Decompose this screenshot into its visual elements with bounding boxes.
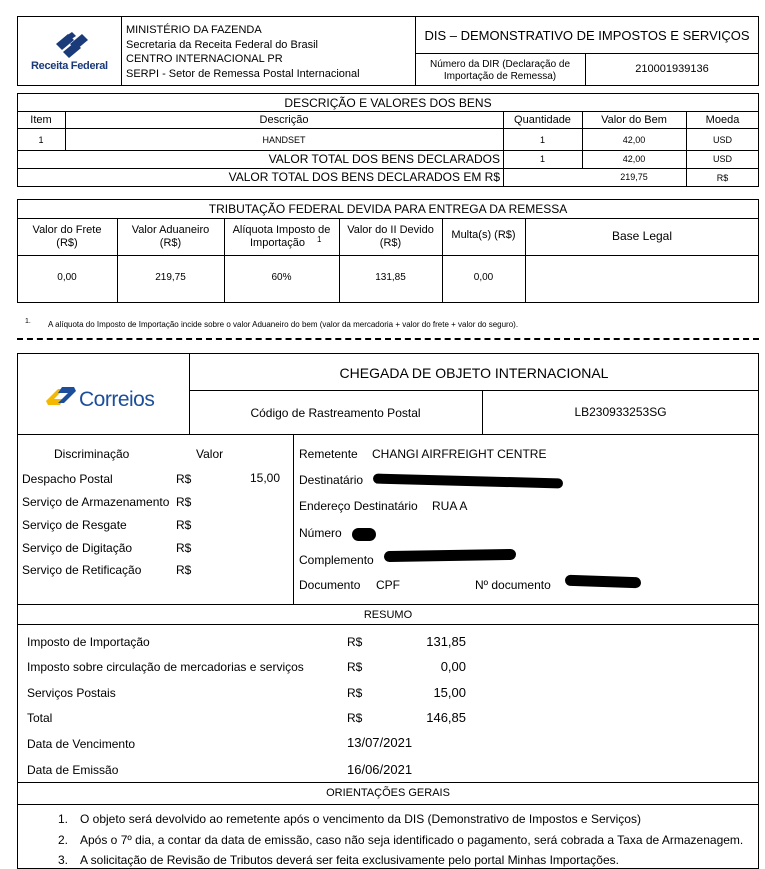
goods-row-value: 42,00 [622,135,646,145]
tax-value-customs: 219,75 [155,272,186,283]
summary-value: 131,85 [426,634,466,649]
summary-label: Serviços Postais [27,686,116,700]
correios-logo-text: Correios [79,388,155,411]
tax-value-fine: 0,00 [473,272,494,283]
charge-value: 15,00 [249,471,280,485]
charge-currency: R$ [176,472,192,486]
tax-head-fine: Multa(s) (R$) [451,229,516,241]
document-title: DIS – DEMONSTRATIVO DE IMPOSTOS E SERVIÇOS [424,28,750,43]
charge-currency: R$ [176,495,192,509]
number-label: Número [299,526,342,540]
sender-label: Remetente [299,447,358,461]
goods-row-item: 1 [38,135,44,145]
charge-label: Serviço de Armazenamento [22,495,170,509]
summary-currency: R$ [347,635,363,649]
dir-label-line2: Importação de Remessa) [443,71,557,82]
summary-value: 0,00 [440,659,466,674]
tax-value-ii: 131,85 [375,272,406,283]
receita-federal-logo-text: Receita Federal [31,60,108,72]
complement-label: Complemento [299,553,374,567]
document-label: Documento [299,578,361,592]
guidance-number: 3. [58,853,69,867]
document-type: CPF [376,578,400,592]
goods-col-value: Valor do Bem [601,114,667,126]
goods-total-quantity: 1 [539,154,545,164]
agency-line-1: MINISTÉRIO DA FAZENDA [126,24,262,36]
dir-label-line1: Número da DIR (Declaração de [429,59,571,70]
tax-head-rate-footnote-mark: 1 [317,235,322,244]
goods-row-description: HANDSET [262,135,306,145]
document-number-label: Nº documento [475,578,551,592]
guidance-number: 1. [58,812,69,826]
receita-federal-emblem-icon [52,30,92,60]
tax-head-rate-2: Importação [250,237,306,249]
goods-title: DESCRIÇÃO E VALORES DOS BENS [284,96,492,110]
cut-line [17,338,759,340]
sender-value: CHANGI AIRFREIGHT CENTRE [372,447,547,461]
charges-head-label: Discriminação [54,447,130,461]
dir-number: 210001939136 [635,63,709,75]
charges-head-value: Valor [196,447,224,461]
correios-logo [44,383,169,413]
guidance-number: 2. [58,833,69,847]
goods-col-description: Descrição [259,114,309,126]
footnote-number: 1. [25,318,31,325]
goods-row-currency: USD [712,135,732,145]
agency-line-3: CENTRO INTERNACIONAL PR [126,53,283,65]
summary-title: RESUMO [363,609,413,621]
summary-currency: R$ [347,711,363,725]
recipient-label: Destinatário [299,473,364,487]
charge-currency: R$ [176,518,192,532]
tracking-code: LB230933253SG [574,405,667,419]
summary-value: 16/06/2021 [347,762,413,777]
goods-col-item: Item [30,114,52,126]
summary-label: Total [27,711,53,725]
tax-value-freight: 0,00 [57,272,77,283]
charge-label: Serviço de Digitação [22,541,133,555]
redaction-mark [352,528,376,541]
guidance-text: O objeto será devolvido ao remetente após o vencimento da DIS (Demonstrativo de Impostos e Serviços) [80,812,641,826]
goods-total-value: 42,00 [622,154,646,164]
tax-head-legal: Base Legal [611,229,673,243]
summary-label: Data de Vencimento [27,737,136,751]
goods-col-currency: Moeda [705,114,740,126]
correios-title: CHEGADA DE OBJETO INTERNACIONAL [339,365,609,381]
tax-value-rate: 60% [271,272,292,283]
tax-head-customs-1: Valor Aduaneiro [131,224,210,236]
footnote-text: A alíquota do Imposto de Importação incide sobre o valor Aduaneiro do bem (valor da mercadoria + valor do frete + valor do seguro). [48,320,519,329]
charge-currency: R$ [176,541,192,555]
summary-label: Imposto de Importação [27,635,150,649]
summary-label: Imposto sobre circulação de mercadorias e serviços [27,660,304,674]
guidance-title: ORIENTAÇÕES GERAIS [326,787,450,799]
goods-total-currency: USD [712,154,732,164]
goods-total-brl-currency: R$ [716,173,729,183]
summary-value: 146,85 [426,710,466,725]
tax-head-rate-1: Alíquota Imposto de [232,224,331,236]
tax-head-freight-1: Valor do Frete [32,224,102,236]
summary-value: 15,00 [433,685,466,700]
tax-head-customs-2: (R$) [159,237,182,249]
summary-label: Data de Emissão [27,763,119,777]
tax-head-ii-2: (R$) [379,237,402,249]
goods-total-label: VALOR TOTAL DOS BENS DECLARADOS [268,152,500,166]
tax-title: TRIBUTAÇÃO FEDERAL DEVIDA PARA ENTREGA DA REMESSA [208,202,568,216]
address-value: RUA A [432,499,468,513]
goods-total-brl-value: 219,75 [620,172,648,182]
charge-label: Serviço de Resgate [22,518,127,532]
summary-value: 13/07/2021 [347,735,413,750]
tax-head-ii-1: Valor do II Devido [347,224,434,236]
tax-head-freight-2: (R$) [56,237,78,249]
charge-label: Serviço de Retificação [22,563,142,577]
tracking-label: Código de Rastreamento Postal [250,406,421,420]
goods-total-brl-label: VALOR TOTAL DOS BENS DECLARADOS EM R$ [228,170,500,184]
charge-currency: R$ [176,563,192,577]
summary-currency: R$ [347,660,363,674]
summary-currency: R$ [347,686,363,700]
goods-row-quantity: 1 [539,135,545,145]
guidance-text: A solicitação de Revisão de Tributos deverá ser feita exclusivamente pelo portal Minhas Importações. [80,853,619,867]
redaction-mark [384,549,516,562]
receita-federal-logo [30,30,114,74]
address-label: Endereço Destinatário [299,499,418,513]
correios-emblem-icon [44,383,78,411]
goods-col-quantity: Quantidade [514,114,571,126]
agency-line-4: SERPI - Setor de Remessa Postal Internacional [126,68,360,80]
guidance-text: Após o 7º dia, a contar da data de emissão, caso não seja identificado o pagamento, será cobrada a Taxa de Armazenagem. [80,833,744,847]
charge-label: Despacho Postal [22,472,113,486]
agency-line-2: Secretaria da Receita Federal do Brasil [126,39,318,51]
